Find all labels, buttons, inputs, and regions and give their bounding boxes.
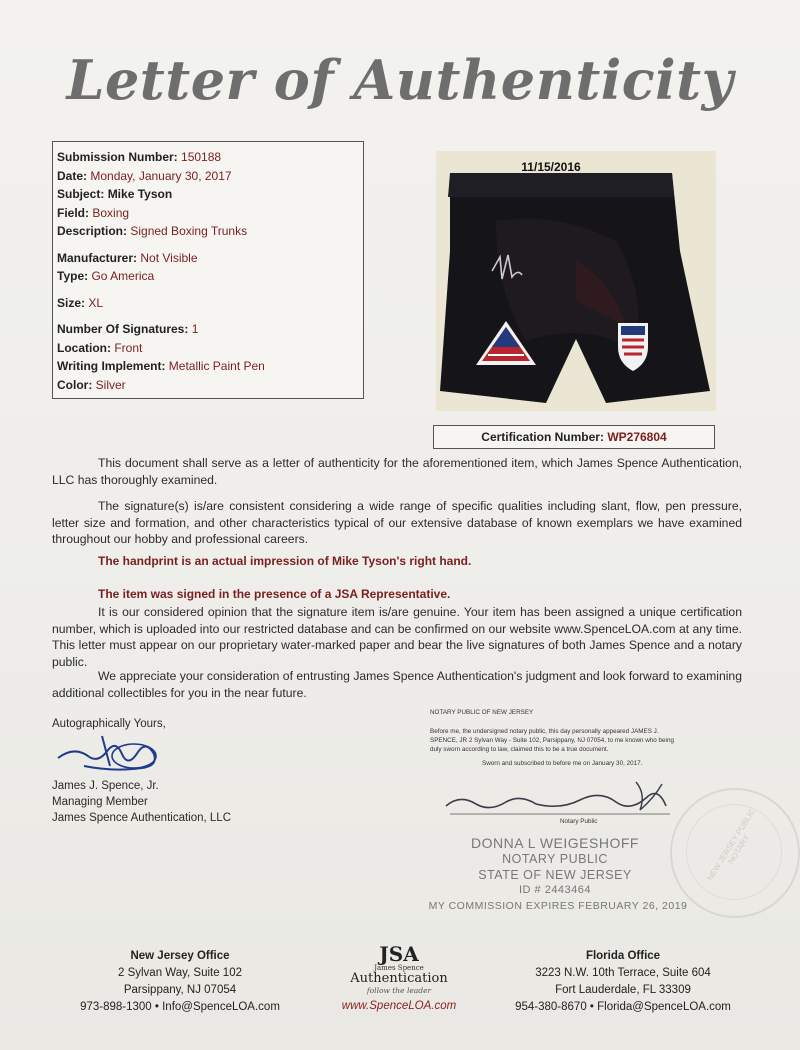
notary-heading: NOTARY PUBLIC OF NEW JERSEY (430, 709, 534, 716)
manufacturer-value: Not Visible (140, 250, 198, 265)
color-row: Color: Silver (57, 377, 126, 392)
submission-date: Monday, January 30, 2017 (90, 168, 232, 183)
stamp-name: DONNA L WEIGESHOFF (471, 835, 639, 851)
page-title: Letter of Authenticity (66, 48, 734, 112)
color-value: Silver (95, 377, 126, 392)
notary-sworn: Sworn and subscribed to before me on January 30, 2017. (482, 760, 643, 767)
notary-sig-caption: Notary Public (560, 818, 598, 825)
location-value: Front (114, 340, 143, 355)
signer-block (52, 716, 231, 826)
signer-role: Managing Member (52, 796, 148, 808)
body-paragraph-4: We appreciate your consideration of entrusting James Spence Authentication's judgment and look forward to examining additional collectibles for you in the near future. (52, 669, 742, 700)
handprint-note: The handprint is an actual impression of Mike Tyson's right hand. (98, 554, 472, 568)
item-photo (436, 151, 716, 411)
fl-contact: 954-380-8670 • Florida@SpenceLOA.com (515, 1001, 731, 1013)
manufacturer-row: Manufacturer: Not Visible (57, 250, 198, 265)
signer-company: James Spence Authentication, LLC (52, 812, 232, 824)
type-value: Go America (91, 269, 155, 283)
spence-signature (54, 732, 164, 774)
num-signatures-row: Number Of Signatures: 1 (57, 322, 199, 336)
notary-statement-line-3: duly sworn according to law, claimed this to be a true document. (430, 746, 609, 753)
signer-name: James J. Spence, Jr. (52, 780, 159, 792)
boxing-trunks-image (436, 151, 716, 411)
presence-note: The item was signed in the presence of a JSA Representative. (98, 587, 451, 601)
footer-fl-office: Florida Office 3223 N.W. 10th Terrace, Suite 604 Fort Lauderdale, FL 33309 954-380-8670 • Florida@SpenceLOA.com (498, 948, 748, 1016)
footer-nj-office: New Jersey Office 2 Sylvan Way, Suite 102 Parsippany, NJ 07054 973-898-1300 • Info@SpenceLOA.com (60, 948, 300, 1016)
stamp-id: ID # 2443464 (518, 884, 592, 896)
notary-statement-line-2: SPENCE, JR 2 Sylvan Way - Suite 102, Parsippany, NJ 07054, to me known who being (430, 737, 674, 744)
subject-row: Subject: Mike Tyson (57, 187, 173, 201)
body-paragraph-3: It is our considered opinion that the signature item is/are genuine. Your item has been assigned a unique certification number, which is uploaded into our restricted database and can be confirmed on our website www.SpenceLOA.com at any time. This letter must appear on our proprietary water-marked paper and bear the live signatures of both James Spence and a notary public. (52, 605, 742, 669)
nj-office-title: New Jersey Office (130, 950, 230, 962)
notary-signature (440, 776, 690, 820)
size-value: XL (88, 295, 104, 310)
notary-statement-line-1: Before me, the undersigned notary public, this day personally appeared JAMES J. (430, 728, 659, 735)
stamp-expires: MY COMMISSION EXPIRES FEBRUARY 26, 2019 (428, 900, 688, 912)
type-row: Type: Go America (57, 269, 155, 283)
submission-info-box (52, 141, 364, 399)
submission-number-row: Submission Number: 150188 (57, 150, 222, 164)
jsa-website-link: www.SpenceLOA.com (341, 1000, 457, 1012)
fl-office-title: Florida Office (585, 950, 661, 962)
subject-value: Mike Tyson (107, 187, 173, 201)
closing-text: Autographically Yours, (52, 718, 166, 730)
writing-implement-value: Metallic Paint Pen (168, 359, 265, 373)
date-row: Date: Monday, January 30, 2017 (57, 168, 232, 183)
body-paragraph-2: The signature(s) is/are consistent considering a wide range of specific qualities including slant, flow, pen pressure, letter size and formation, and other characteristics typical of our extensive database of known exemplars we have examined throughout our hobby and professional careers. (52, 499, 742, 546)
writing-implement-row: Writing Implement: Metallic Paint Pen (57, 359, 265, 373)
nj-contact: 973-898-1300 • Info@SpenceLOA.com (80, 1001, 280, 1013)
body-paragraph-1: This document shall serve as a letter of authenticity for the aforementioned item, which James Spence Authentication, LLC has thoroughly examined. (52, 456, 742, 487)
submission-number: 150188 (181, 150, 222, 164)
description-value: Signed Boxing Trunks (130, 224, 248, 238)
jsa-logo: JSA James Spence Authentication follow the leader www.SpenceLOA.com (318, 944, 480, 1012)
stamp-title: NOTARY PUBLIC (502, 852, 608, 866)
certification-number-box: Certification Number: WP276804 (433, 425, 715, 449)
size-row: Size: XL (57, 295, 104, 310)
certification-number: WP276804 (607, 430, 667, 444)
notary-seal: NEW JERSEY PUBLIC NOTARY (670, 788, 800, 918)
stamp-state: STATE OF NEW JERSEY (478, 868, 632, 882)
field-row: Field: Boxing (57, 205, 130, 220)
photo-date-stamp: 11/15/2016 (521, 160, 581, 174)
num-signatures-value: 1 (191, 322, 199, 336)
location-row: Location: Front (57, 340, 143, 355)
field-value: Boxing (92, 205, 130, 220)
description-row: Description: Signed Boxing Trunks (57, 224, 248, 238)
